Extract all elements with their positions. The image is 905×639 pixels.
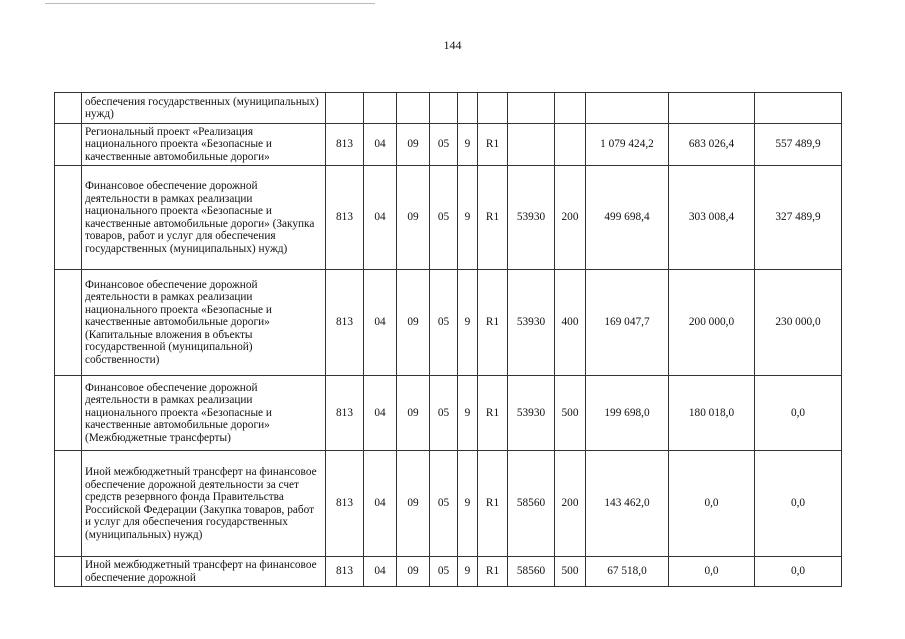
- subsection-code: [397, 93, 430, 124]
- section-code: 04: [364, 166, 397, 270]
- amount-year3: 230 000,0: [755, 270, 842, 376]
- expense-type-code: [555, 93, 586, 124]
- amount-year2: [669, 93, 755, 124]
- table-row: [55, 93, 842, 124]
- item-name: Финансовое обеспечение дорожной деятельности в рамках реализации национального проекта «Безопасные и качественные автомобильные дороги» (Межбюджетные трансферты): [82, 376, 326, 451]
- project-code: R1: [478, 270, 508, 376]
- item-name: Финансовое обеспечение дорожной деятельности в рамках реализации национального проекта «Безопасные и качественные автомобильные дороги» (Капитальные вложения в объекты государственной (муниципальной) собственности): [82, 270, 326, 376]
- subprogram-code: 9: [458, 166, 478, 270]
- program-code: 05: [430, 270, 458, 376]
- grbs-code: 813: [326, 376, 364, 451]
- subsection-code: 09: [397, 124, 430, 166]
- item-name: Иной межбюджетный трансферт на финансовое обеспечение дорожной деятельности за счет средств резервного фонда Правительства Российской Федерации (Закупка товаров, работ и услуг для обеспечения государственных (муниципальных) нужд): [82, 451, 326, 557]
- expense-type-code: 200: [555, 166, 586, 270]
- amount-year3: 0,0: [755, 376, 842, 451]
- program-code: 05: [430, 451, 458, 557]
- subprogram-code: 9: [458, 270, 478, 376]
- row-number-cell: [55, 557, 82, 587]
- project-code: R1: [478, 557, 508, 587]
- direction-code: 58560: [508, 557, 555, 587]
- section-code: 04: [364, 376, 397, 451]
- budget-table: [54, 92, 842, 587]
- project-code: R1: [478, 451, 508, 557]
- section-code: 04: [364, 451, 397, 557]
- section-code: 04: [364, 124, 397, 166]
- amount-year3: 557 489,9: [755, 124, 842, 166]
- grbs-code: 813: [326, 166, 364, 270]
- row-number-cell: [55, 93, 82, 124]
- row-number-cell: [55, 451, 82, 557]
- grbs-code: [326, 93, 364, 124]
- subprogram-code: 9: [458, 124, 478, 166]
- amount-year2: 0,0: [669, 451, 755, 557]
- grbs-code: 813: [326, 557, 364, 587]
- subsection-code: 09: [397, 166, 430, 270]
- row-number-cell: [55, 376, 82, 451]
- subsection-code: 09: [397, 270, 430, 376]
- amount-year1: 67 518,0: [586, 557, 669, 587]
- direction-code: 53930: [508, 376, 555, 451]
- project-code: R1: [478, 124, 508, 166]
- row-number-cell: [55, 270, 82, 376]
- amount-year2: 200 000,0: [669, 270, 755, 376]
- subsection-code: 09: [397, 376, 430, 451]
- subprogram-code: 9: [458, 451, 478, 557]
- direction-code: 53930: [508, 270, 555, 376]
- amount-year1: [586, 93, 669, 124]
- direction-code: 53930: [508, 166, 555, 270]
- row-number-cell: [55, 166, 82, 270]
- amount-year3: 0,0: [755, 557, 842, 587]
- table-row: [55, 376, 842, 451]
- section-code: [364, 93, 397, 124]
- direction-code: [508, 93, 555, 124]
- direction-code: 58560: [508, 451, 555, 557]
- scan-edge-line: [45, 3, 375, 4]
- item-name: Финансовое обеспечение дорожной деятельности в рамках реализации национального проекта «Безопасные и качественные автомобильные дороги» (Закупка товаров, работ и услуг для обеспечения государственных (муниципальных) нужд): [82, 166, 326, 270]
- amount-year3: [755, 93, 842, 124]
- program-code: 05: [430, 166, 458, 270]
- table-row: [55, 557, 842, 587]
- page-number: 144: [443, 38, 462, 52]
- table-row: [55, 166, 842, 270]
- amount-year1: 199 698,0: [586, 376, 669, 451]
- expense-type-code: 400: [555, 270, 586, 376]
- program-code: 05: [430, 124, 458, 166]
- table-row: [55, 270, 842, 376]
- program-code: 05: [430, 376, 458, 451]
- project-code: [478, 93, 508, 124]
- row-number-cell: [55, 124, 82, 166]
- expense-type-code: 500: [555, 557, 586, 587]
- subsection-code: 09: [397, 557, 430, 587]
- subsection-code: 09: [397, 451, 430, 557]
- grbs-code: 813: [326, 124, 364, 166]
- amount-year2: 0,0: [669, 557, 755, 587]
- amount-year1: 169 047,7: [586, 270, 669, 376]
- section-code: 04: [364, 270, 397, 376]
- section-code: 04: [364, 557, 397, 587]
- table-row: [55, 124, 842, 166]
- project-code: R1: [478, 166, 508, 270]
- table-row: [55, 451, 842, 557]
- expense-type-code: [555, 124, 586, 166]
- amount-year2: 303 008,4: [669, 166, 755, 270]
- program-code: 05: [430, 557, 458, 587]
- project-code: R1: [478, 376, 508, 451]
- amount-year1: 143 462,0: [586, 451, 669, 557]
- subprogram-code: [458, 93, 478, 124]
- amount-year3: 0,0: [755, 451, 842, 557]
- direction-code: [508, 124, 555, 166]
- program-code: [430, 93, 458, 124]
- grbs-code: 813: [326, 270, 364, 376]
- item-name: Региональный проект «Реализация национального проекта «Безопасные и качественные автомобильные дороги»: [82, 124, 326, 166]
- amount-year3: 327 489,9: [755, 166, 842, 270]
- grbs-code: 813: [326, 451, 364, 557]
- item-name: обеспечения государственных (муниципальных) нужд): [82, 93, 326, 124]
- amount-year1: 1 079 424,2: [586, 124, 669, 166]
- amount-year2: 683 026,4: [669, 124, 755, 166]
- subprogram-code: 9: [458, 376, 478, 451]
- amount-year1: 499 698,4: [586, 166, 669, 270]
- expense-type-code: 200: [555, 451, 586, 557]
- item-name: Иной межбюджетный трансферт на финансовое обеспечение дорожной: [82, 557, 326, 587]
- amount-year2: 180 018,0: [669, 376, 755, 451]
- subprogram-code: 9: [458, 557, 478, 587]
- expense-type-code: 500: [555, 376, 586, 451]
